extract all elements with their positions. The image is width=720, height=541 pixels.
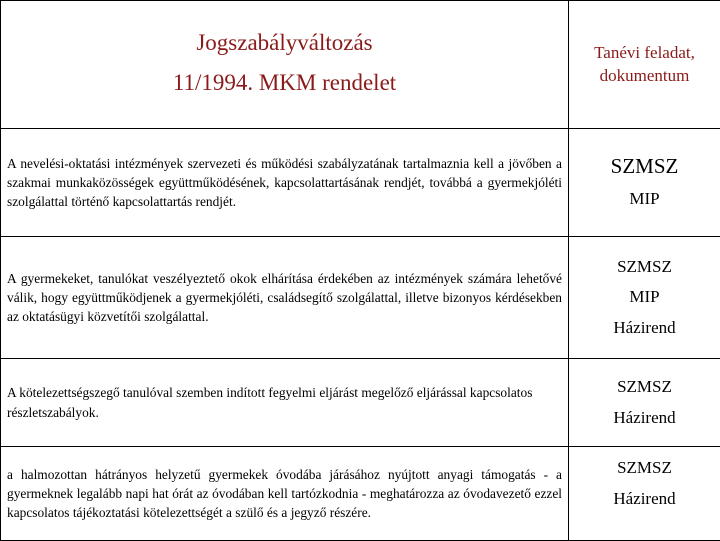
row-description: a halmozottan hátrányos helyzetű gyermekek óvodába járásához nyújtott anyagi támogatás - a gyermeknek legalább napi hat órát az óvodában kell tartózkodnia - meghatározza az óvodavezető ezzel kapcsolatos tájékoztatási kötelezettségét a szülő és a jegyző részére. — [1, 447, 569, 541]
row-documents — [569, 447, 720, 541]
doc-label: Házirend — [575, 484, 714, 515]
regulation-title: Jogszabályváltozás — [7, 25, 562, 62]
doc-label: SZMSZ — [575, 252, 714, 283]
regulation-title-cell — [1, 1, 569, 129]
row-documents — [569, 129, 720, 237]
doc-label: SZMSZ — [575, 150, 714, 184]
row-documents — [569, 237, 720, 359]
doc-label: MIP — [575, 184, 714, 215]
table-row — [1, 447, 720, 541]
row-description: A nevelési-oktatási intézmények szervezeti és működési szabályzatának tartalmaznia kell a jövőben a szakmai munkaközösségek együttműködésének, kapcsolattartásának rendjét, továbbá a gyermekjóléti szolgálattal történő kapcsolattartás rendjét. — [1, 129, 569, 237]
table-row — [1, 129, 720, 237]
header-row — [1, 1, 720, 129]
task-header-line1: Tanévi feladat, — [575, 42, 714, 65]
row-documents — [569, 359, 720, 447]
doc-label: SZMSZ — [575, 372, 714, 403]
table-row — [1, 359, 720, 447]
row-description: A kötelezettségszegő tanulóval szemben indított fegyelmi eljárást megelőző eljárással kapcsolatos részletszabályok. — [1, 359, 569, 447]
table-row — [1, 237, 720, 359]
regulation-number: 11/1994. MKM rendelet — [7, 62, 562, 103]
task-column-header — [569, 1, 720, 129]
doc-label: Házirend — [575, 313, 714, 344]
row-description: A gyermekeket, tanulókat veszélyeztető okok elhárítása érdekében az intézmények számára lehetővé válik, hogy együttműködjenek a gyermekjóléti, családsegítő szolgálattal, illetve bizonyos kérdésekben az oktatásügyi közvetítői szolgálattal. — [1, 237, 569, 359]
doc-label: MIP — [575, 282, 714, 313]
doc-label: Házirend — [575, 403, 714, 434]
doc-label: SZMSZ — [575, 453, 714, 484]
task-header-line2: dokumentum — [575, 65, 714, 88]
